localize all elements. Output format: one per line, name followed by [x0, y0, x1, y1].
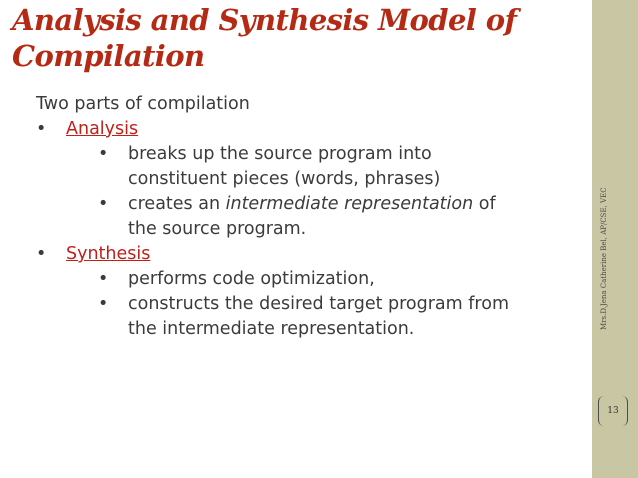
analysis-item-1-line-1: breaks up the source program into	[128, 144, 432, 164]
synthesis-bullet	[36, 242, 581, 267]
bullet-dot: •	[36, 244, 47, 264]
analysis-bullet	[36, 117, 581, 142]
bullet-dot: •	[98, 144, 109, 164]
bullet-dot: •	[98, 269, 109, 289]
page-number: 13	[598, 396, 628, 426]
title-line-1: Analysis and Synthesis Model of	[12, 3, 517, 37]
intro-text: Two parts of compilation	[36, 94, 250, 114]
analysis-item-2-line-2: the source program.	[128, 219, 307, 239]
synthesis-item-1-text: performs code optimization,	[128, 269, 375, 289]
analysis-item-2-post: of	[473, 194, 496, 214]
synthesis-item-2-line-2: the intermediate representation.	[128, 319, 415, 339]
analysis-item-2	[36, 192, 581, 217]
analysis-item-2-pre: creates an	[128, 194, 226, 214]
author-caption: Mrs.D.Jena Catherine Bel, AP/CSE, VEC	[600, 187, 608, 330]
analysis-item-2-emphasis: intermediate representation	[225, 194, 474, 214]
synthesis-item-1	[36, 267, 581, 292]
analysis-item-1-line-2: constituent pieces (words, phrases)	[128, 169, 441, 189]
slide-body	[36, 92, 581, 342]
synthesis-item-2	[36, 292, 581, 317]
bullet-dot: •	[36, 119, 47, 139]
bullet-dot: •	[98, 194, 109, 214]
title-line-2: Compilation	[12, 39, 205, 73]
synthesis-link[interactable]: Synthesis	[66, 244, 151, 264]
bullet-dot: •	[98, 294, 109, 314]
analysis-link[interactable]: Analysis	[66, 119, 139, 139]
analysis-item-1	[36, 142, 581, 167]
synthesis-item-2-line-1: constructs the desired target program from	[128, 294, 509, 314]
slide-title	[12, 2, 572, 74]
